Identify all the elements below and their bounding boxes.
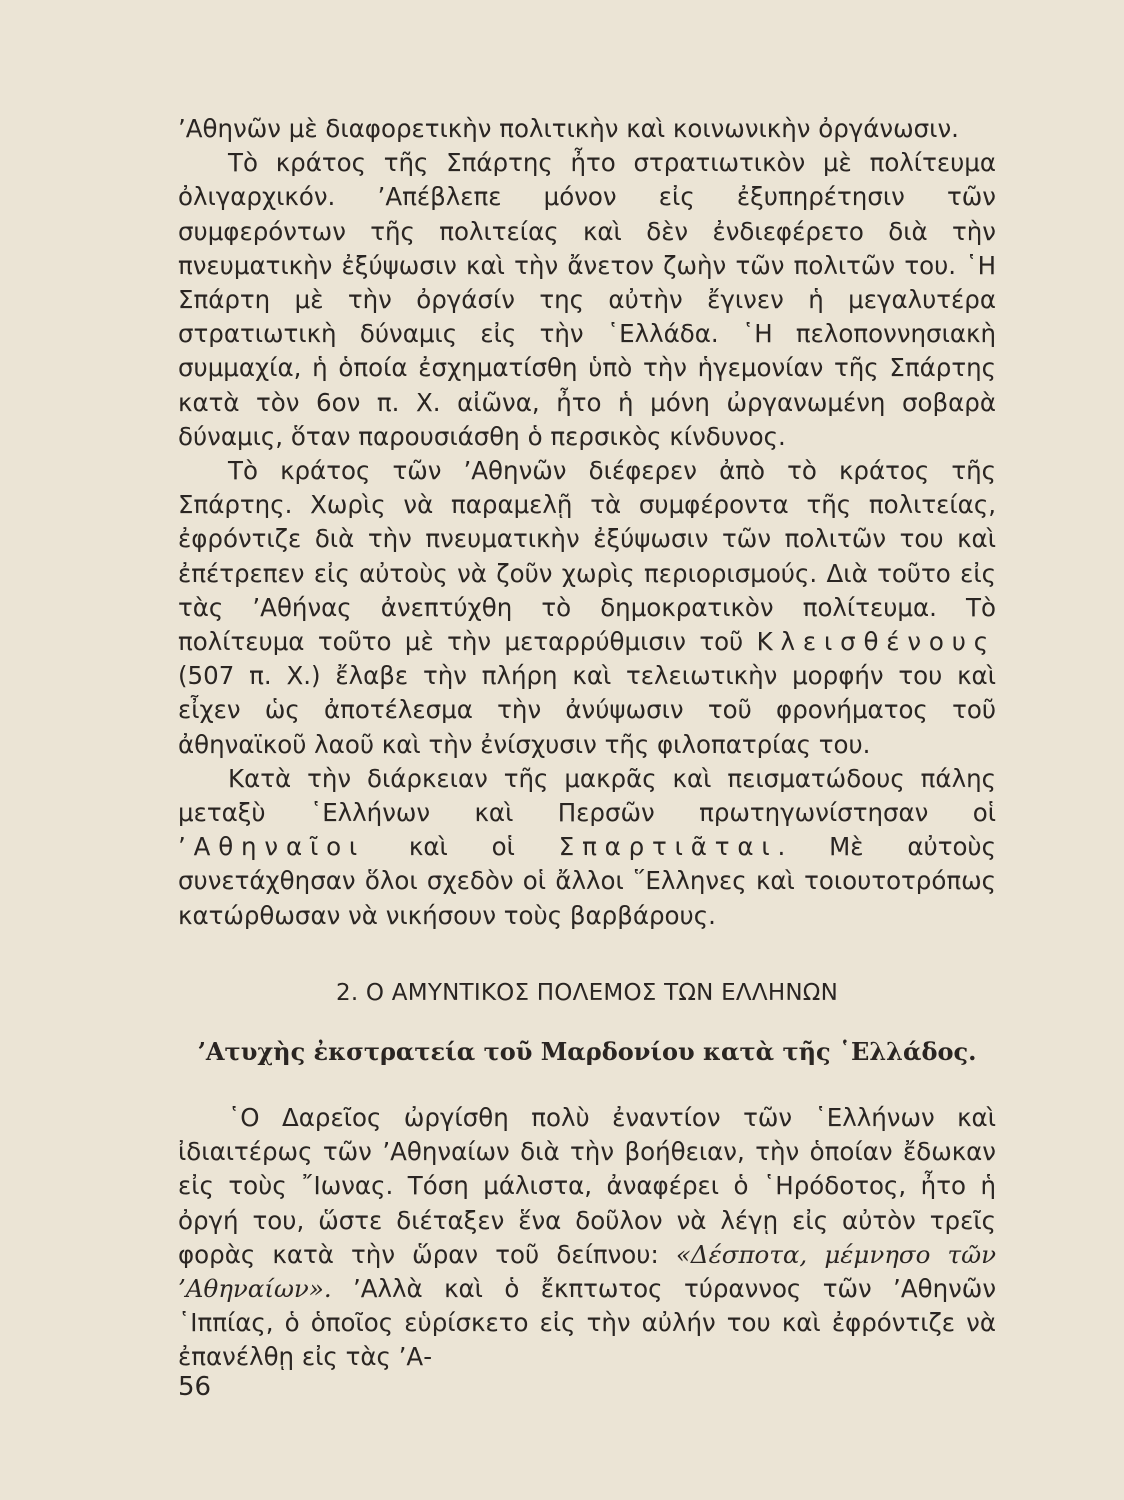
paragraph-alliance-pre: Κατὰ τὴν διάρκειαν τῆς μακρᾶς καὶ πεισματώδους πάλης μεταξὺ ῾Ελλήνων καὶ Περσῶν πρωτηγωνίστησαν οἱ <box>178 763 996 828</box>
spaced-name-spartans: Σπαρτιᾶται <box>558 832 778 862</box>
paragraph-darius <box>178 1101 996 1375</box>
sub-heading: ’Ατυχὴς ἐκστρατεία τοῦ Μαρδονίου κατὰ τῆς ῾Ελλάδος. <box>197 1037 977 1066</box>
quote-herodotus: «Δέσποτα, μέμνησο τῶν ’Αθηναίων». <box>178 1239 996 1304</box>
paragraph-athens-post: (507 π. Χ.) ἔλαβε τὴν πλήρη καὶ τελειωτικὴν μορφήν του καὶ εἶχεν ὡς ἀποτέλεσμα τὴν ἀνύψωσιν τοῦ φρονήματος τοῦ ἀθηναϊκοῦ λαοῦ καὶ τὴν ἐνίσχυσιν τῆς φιλοπατρίας του. <box>178 661 996 759</box>
paragraph-athens <box>178 454 996 762</box>
paragraph-darius-post: ’Αλλὰ καὶ ὁ ἔκπτωτος τύραννος τῶν ’Αθηνῶν ῾Ιππίας, ὁ ὁποῖος εὑρίσκετο εἰς τὴν αὐλήν του καὶ ἐφρόντιζε νὰ ἐπανέλθῃ εἰς τὰς ’Α- <box>178 1274 996 1372</box>
paragraph-sparta: Τὸ κράτος τῆς Σπάρτης ἦτο στρατιωτικὸν μὲ πολίτευμα ὀλιγαρχικόν. ’Απέβλεπε μόνον εἰς ἐξυπηρέτησιν τῶν συμφερόντων τῆς πολιτείας καὶ δὲν ἐνδιεφέρετο διὰ τὴν πνευματικὴν ἐξύψωσιν καὶ τὴν ἄνετον ζωὴν τῶν πολιτῶν του. ῾Η Σπάρτη μὲ τὴν ὀργάσίν της αὐτὴν ἔγινεν ἡ μεγαλυτέρα στρατιωτικὴ δύναμις εἰς τὴν ῾Ελλάδα. ῾Η πελοποννησιακὴ συμμαχία, ἡ ὁποία ἐσχηματίσθη ὑπὸ τὴν ἡγεμονίαν τῆς Σπάρτης κατὰ τὸν 6ον π. Χ. αἰῶνα, ἦτο ἡ μόνη ὠργανωμένη σοβαρὰ δύναμις, ὅταν παρουσιάσθη ὁ περσικὸς κίνδυνος. <box>178 148 996 451</box>
paragraph-alliance-mid: καὶ οἱ <box>365 832 559 862</box>
paragraph-darius-pre: ῾Ο Δαρεῖος ὠργίσθη πολὺ ἐναντίον τῶν ῾Ελλήνων καὶ ἰδιαιτέρως τῶν ’Αθηναίων διὰ τὴν βοήθειαν, τὴν ὁποίαν ἔδωκαν εἰς τοὺς ῎Ιωνας. Τόση μάλιστα, ἀναφέρει ὁ ῾Ηρόδοτος, ἦτο ἡ ὀργή του, ὥστε διέταξεν ἕνα δοῦλον νὰ λέγῃ εἰς αὐτὸν τρεῖς φορὰς κατὰ τὴν ὥραν τοῦ δείπνου: <box>178 1103 996 1269</box>
page-number: 56 <box>178 1372 212 1402</box>
paragraph-athens-pre: Τὸ κράτος τῶν ’Αθηνῶν διέφερεν ἀπὸ τὸ κράτος τῆς Σπάρτης. Χωρὶς νὰ παραμελῇ τὰ συμφέροντα τῆς πολιτείας, ἐφρόντιζε διὰ τὴν πνευματικὴν ἐξύψωσιν τῶν πολιτῶν του καὶ ἐπέτρεπεν εἰς αὐτοὺς νὰ ζοῦν χωρὶς περιορισμούς. Διὰ τοῦτο εἰς τὰς ’Αθήνας ἀνεπτύχθη τὸ δημοκρατικὸν πολίτευμα. Τὸ πολίτευμα τοῦτο μὲ τὴν μεταρρύθμισιν τοῦ <box>178 456 996 657</box>
section-heading: 2. Ο ΑΜΥΝΤΙΚΟΣ ΠΟΛΕΜΟΣ ΤΩΝ ΕΛΛΗΝΩΝ <box>335 980 839 1006</box>
body-text-bottom <box>178 1101 996 1375</box>
paragraph-continuation: ’Αθηνῶν μὲ διαφορετικὴν πολιτικὴν καὶ κοινωνικὴν ὀργάνωσιν. <box>178 114 959 143</box>
paragraph-alliance <box>178 762 996 933</box>
paragraph-alliance-post: . Μὲ αὐτοὺς συνετάχθησαν ὅλοι σχεδὸν οἱ ἄλλοι ῞Ελληνες καὶ τοιουτοτρόπως κατώρθωσαν νὰ νικήσουν τοὺς βαρβάρους. <box>178 832 996 930</box>
body-text-top <box>178 112 996 933</box>
spaced-name-kleisthenes: Κλεισθένους <box>756 627 996 657</box>
spaced-name-athenians: ’Αθηναῖοι <box>178 832 366 862</box>
